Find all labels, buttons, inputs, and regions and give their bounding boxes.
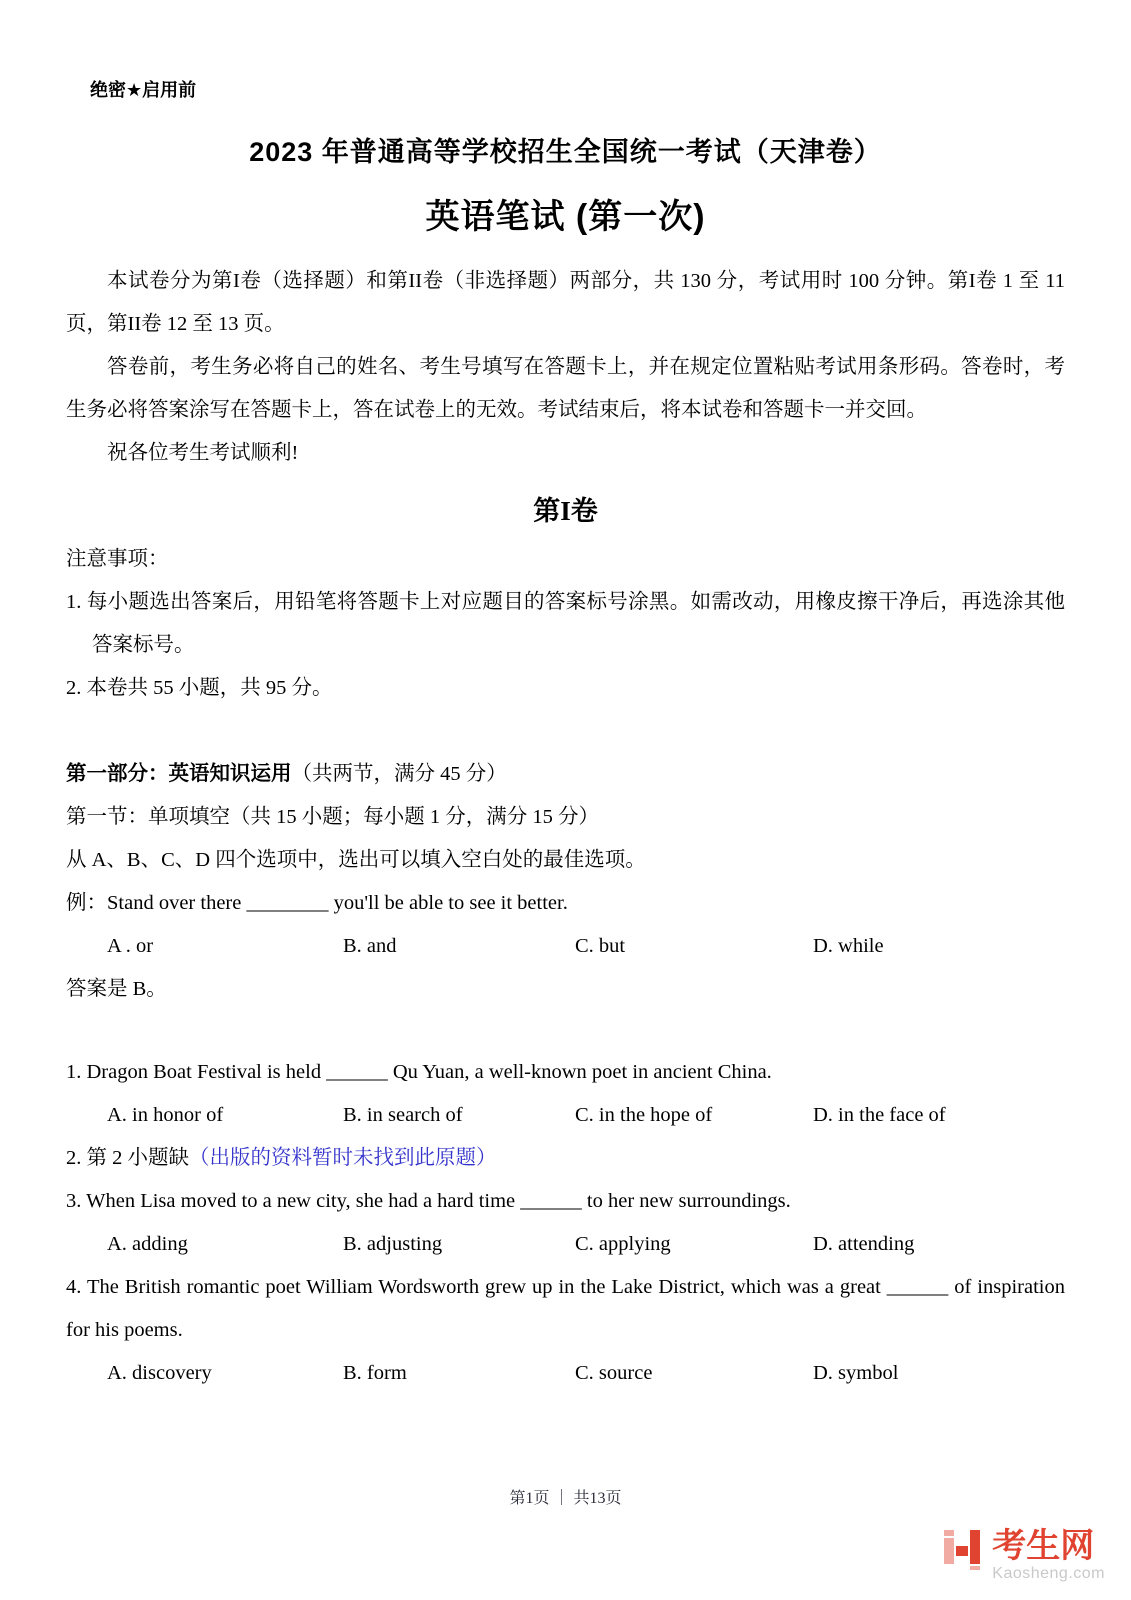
part1-heading-bold: 第一部分：英语知识运用 [66,762,292,785]
question-3-option-c: C. applying [575,1233,671,1255]
question-3-option-b: B. adjusting [343,1233,443,1255]
note-1: 1. 每小题选出答案后，用铅笔将答题卡上对应题目的答案标号涂黑。如需改动，用橡皮擦干净后，再选涂其他答案标号。 [66,591,1065,656]
kaosheng-logo-icon [942,1528,984,1577]
volume-title: 第I卷 [533,496,598,526]
example-stem: 例：Stand over there ________ you'll be able to see it better. [66,892,568,914]
question-2-missing-note: （出版的资料暂时未找到此原题） [189,1147,497,1169]
example-option-a: A . or [107,935,154,957]
example-option-b: B. and [343,935,397,957]
part1-instruction: 从 A、B、C、D 四个选项中，选出可以填入空白处的最佳选项。 [66,849,646,871]
question-2-stem [66,1137,1065,1180]
part1-heading [66,752,1065,796]
wish-line: 祝各位考生考试顺利! [107,442,299,464]
question-3-option-a: A. adding [107,1233,188,1255]
question-4-option-b: B. form [343,1362,407,1384]
question-4-option-a: A. discovery [107,1362,212,1384]
part1-block [66,752,1065,1011]
question-1-option-c: C. in the hope of [575,1104,713,1126]
question-1-option-d: D. in the face of [813,1104,946,1126]
notes-block [66,538,1065,710]
classification-label: 绝密★启用前 [90,80,197,100]
part1-heading-rest: （共两节，满分 45 分） [291,763,507,785]
notes-heading: 注意事项： [66,548,169,570]
part1-subsection: 第一节：单项填空（共 15 小题；每小题 1 分，满分 15 分） [66,806,599,828]
intro-paragraph-1: 本试卷分为第I卷（选择题）和第II卷（非选择题）两部分，共 130 分，考试用时 100 分钟。第I卷 1 至 11 页，第II卷 12 至 13 页。 [66,270,1065,335]
question-3-stem: 3. When Lisa moved to a new city, she had a hard time ______ to her new surroundings. [66,1190,791,1212]
exam-title: 2023 年普通高等学校招生全国统一考试（天津卷） [249,137,882,167]
exam-subtitle: 英语笔试 (第一次) [425,198,706,236]
question-4-option-c: C. source [575,1362,653,1384]
watermark-text [992,1528,1105,1584]
example-option-c: C. but [575,935,626,957]
question-4-options [66,1352,1065,1395]
question-4-stem: 4. The British romantic poet William Wordsworth grew up in the Lake District, which was a great ______ of inspiration for his poems. [66,1276,1065,1341]
question-3-options [66,1223,1065,1266]
question-1-stem: 1. Dragon Boat Festival is held ______ Qu Yuan, a well-known poet in ancient China. [66,1061,772,1083]
example-options [66,925,1065,968]
question-1-option-a: A. in honor of [107,1104,224,1126]
intro-block [66,260,1065,475]
question-3-option-d: D. attending [813,1233,915,1255]
example-answer: 答案是 B。 [66,978,167,1000]
questions-block [66,1051,1065,1395]
watermark-brand: 考生网 [992,1527,1095,1565]
example-option-d: D. while [813,935,884,957]
watermark [942,1528,1105,1584]
intro-paragraph-2: 答卷前，考生务必将自己的姓名、考生号填写在答题卡上，并在规定位置粘贴考试用条形码。答卷时，考生务必将答案涂写在答题卡上，答在试卷上的无效。考试结束后，将本试卷和答题卡一并交回。 [66,356,1065,421]
watermark-domain: Kaosheng.com [992,1565,1105,1582]
spacer [66,710,1065,752]
question-2-missing-label: 2. 第 2 小题缺 [66,1147,189,1169]
note-2: 2. 本卷共 55 小题，共 95 分。 [66,677,333,699]
question-4-option-d: D. symbol [813,1362,899,1384]
question-1-options [66,1094,1065,1137]
spacer [66,1011,1065,1051]
question-1-option-b: B. in search of [343,1104,463,1126]
page-indicator: 第1页 ｜ 共13页 [509,1490,622,1507]
